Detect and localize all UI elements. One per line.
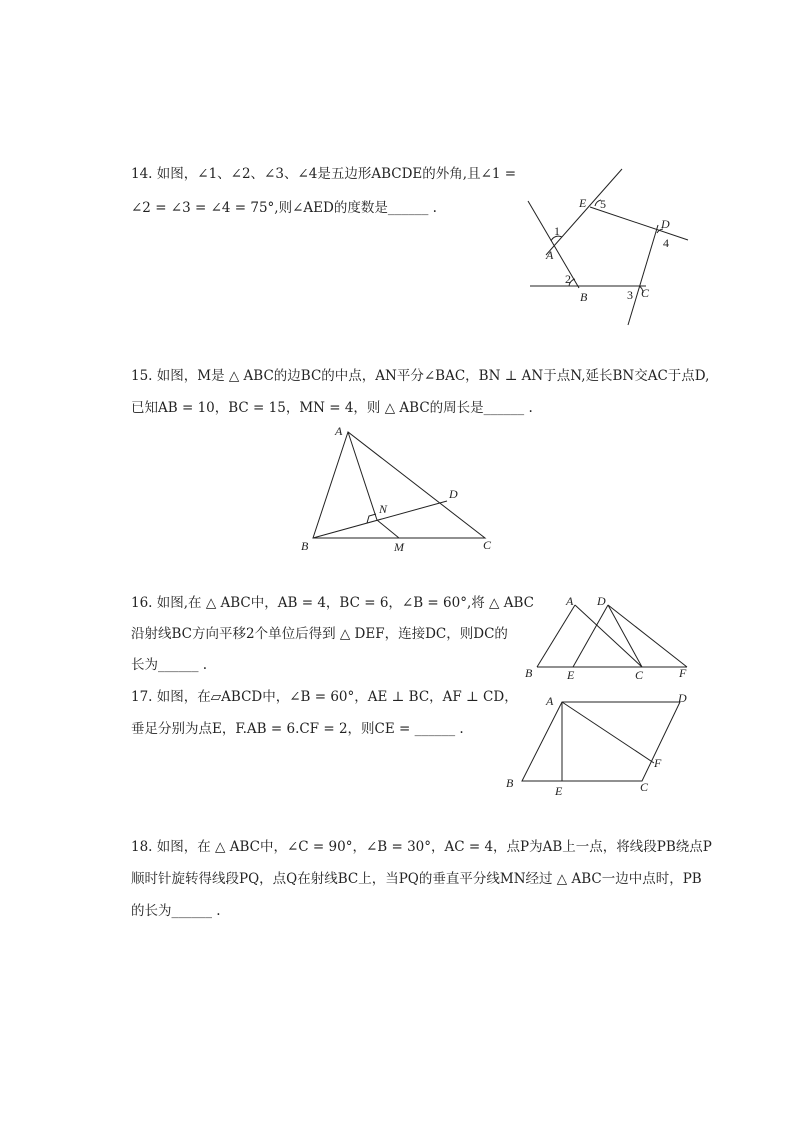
q16-label-D: D	[597, 594, 606, 608]
q16-label-F: F	[679, 666, 687, 680]
q16-text-line2: 沿射线BC方向平移2个单位后得到 △ DEF，连接DC，则DC的	[131, 626, 508, 642]
q16-label-C: C	[635, 668, 644, 682]
q15-text-line2: 已知AB = 10，BC = 15，MN = 4，则 △ ABC的周长是______ .	[131, 400, 533, 416]
q14-text-line1: 14. 如图，∠1、∠2、∠3、∠4是五边形ABCDE的外角,且∠1 =	[131, 166, 517, 182]
q15-label-M: M	[394, 540, 404, 554]
q17-label-D: D	[678, 691, 687, 705]
q18-text-line2: 顺时针旋转得线段PQ，点Q在射线BC上，当PQ的垂直平分线MN经过 △ ABC一边中点时，PB	[131, 871, 702, 887]
q14-label-A: A	[546, 248, 554, 262]
q17-label-C: C	[640, 780, 649, 794]
q14-angle-1: 1	[554, 224, 560, 238]
q14-label-C: C	[641, 286, 650, 300]
q17-label-B: B	[506, 776, 514, 790]
q16-label-A: A	[566, 594, 574, 608]
q14-label-E: E	[579, 196, 587, 210]
q15-triangle-figure	[295, 420, 505, 560]
q14-angle-3: 3	[627, 288, 633, 302]
q14-angle-2: 2	[565, 272, 571, 286]
q15-label-C: C	[483, 538, 492, 552]
q17-text-line1: 17. 如图，在▱ABCD中，∠B = 60°，AE ⊥ BC，AF ⊥ CD，	[131, 689, 518, 705]
q15-label-B: B	[301, 539, 309, 553]
q17-label-A: A	[546, 694, 554, 708]
q15-label-A: A	[335, 424, 343, 438]
q16-label-B: B	[525, 666, 533, 680]
q15-label-D: D	[449, 487, 458, 501]
q17-text-line2: 垂足分别为点E，F.AB = 6.CF = 2，则CE = ______ .	[131, 721, 464, 737]
q18-text-line3: 的长为______ .	[131, 903, 221, 919]
q14-label-D: D	[661, 217, 670, 231]
q14-label-B: B	[580, 290, 588, 304]
q15-label-N: N	[379, 502, 388, 516]
q14-angle-5: 5	[600, 197, 606, 211]
q16-translation-figure	[520, 592, 700, 684]
q16-label-E: E	[567, 668, 575, 682]
q17-parallelogram-figure	[500, 685, 700, 800]
q17-label-F: F	[654, 756, 662, 770]
q16-text-line1: 16. 如图,在 △ ABC中，AB = 4，BC = 6，∠B = 60°,将 △ ABC	[131, 595, 534, 611]
q16-text-line3: 长为______ .	[131, 657, 208, 673]
q18-text-line1: 18. 如图，在 △ ABC中，∠C = 90°，∠B = 30°，AC = 4，点P为AB上一点，将线段PB绕点P	[131, 839, 712, 855]
q14-pentagon-figure	[520, 165, 700, 330]
q14-angle-4: 4	[663, 236, 669, 250]
q14-text-line2: ∠2 = ∠3 = ∠4 = 75°,则∠AED的度数是______ .	[131, 200, 437, 216]
q15-text-line1: 15. 如图，M是 △ ABC的边BC的中点，AN平分∠BAC，BN ⊥ AN于点N,延长BN交AC于点D,	[131, 368, 710, 384]
q17-label-E: E	[555, 784, 563, 798]
